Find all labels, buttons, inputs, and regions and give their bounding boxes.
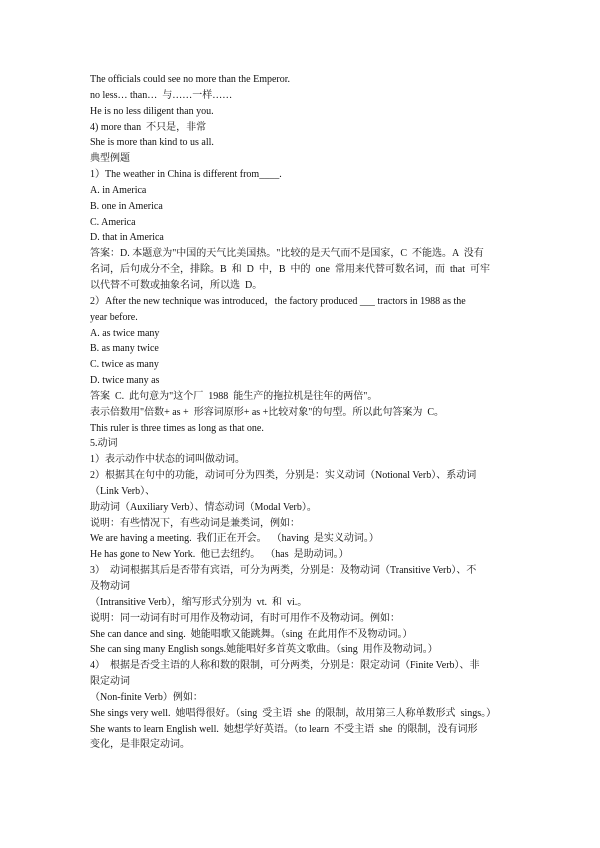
text-line: 4) more than 不只是，非常 [90, 121, 207, 133]
text-line: 变化，是非限定动词。 [90, 739, 190, 751]
answer-explanation: 表示倍数用"倍数+ as + 形容词原形+ as +比较对象"的句型。所以此句答案为 C。 [90, 406, 445, 418]
answer-option: C. America [90, 216, 136, 228]
text-line: （Non-finite Verb）例如： [90, 691, 203, 703]
text-line: 限定动词 [90, 676, 130, 688]
answer-explanation: 答案 C. 此句意为"这个厂 1988 能生产的拖拉机是往年的两倍"。 [90, 390, 378, 402]
text-line: 1）表示动作中状态的词叫做动词。 [90, 454, 245, 466]
text-line: 助动词（Auxiliary Verb）、情态动词（Modal Verb）。 [90, 501, 317, 513]
text-line: 说明：同一动词有时可用作及物动词，有时可用作不及物动词。例如： [90, 612, 400, 624]
section-heading: 5.动词 [90, 438, 118, 450]
text-line: no less… than… 与……一样…… [90, 89, 233, 101]
text-line: 3） 动词根据其后是否带有宾语，可分为两类，分别是：及物动词（Transitive Verb）、不 [90, 565, 477, 577]
answer-explanation: 答案：D. 本题意为"中国的天气比美国热。"比较的是天气而不是国家，C 不能选。A 没有 [90, 248, 484, 260]
example-sentence: This ruler is three times as long as that one. [90, 422, 264, 434]
question-text: 2）After the new technique was introduced，the factory produced ___ tractors in 1988 as the [90, 295, 466, 307]
text-line: 4） 根据是否受主语的人称和数的限制，可分两类，分别是：限定动词（Finite Verb）、非 [90, 660, 480, 672]
section-heading: 典型例题 [90, 153, 130, 165]
example-sentence: She sings very well. 她唱得很好。（sing 受主语 she 的限制，故用第三人称单数形式 sings。） [90, 707, 497, 719]
text-line: He is no less diligent than you. [90, 105, 214, 117]
example-sentence: We are having a meeting. 我们正在开会。 （having 是实义动词。） [90, 533, 379, 545]
answer-option: A. in America [90, 184, 147, 196]
text-line: She is more than kind to us all. [90, 137, 214, 149]
text-line: 及物动词 [90, 581, 130, 592]
text-line: （Link Verb）、 [90, 485, 156, 497]
answer-option: D. twice many as [90, 375, 160, 387]
text-line: （Intransitive Verb），缩写形式分别为 vt. 和 vi.。 [90, 596, 308, 608]
document-page [90, 72, 522, 753]
example-sentence: She can sing many English songs.她能唱好多首英文歌曲。（sing 用作及物动词。） [90, 644, 438, 656]
answer-option: B. as many twice [90, 343, 159, 355]
answer-explanation: 以代替不可数或抽象名词，所以选 D。 [90, 279, 263, 291]
answer-option: A. as twice many [90, 327, 160, 339]
text-line: 说明：有些情况下，有些动词是兼类词，例如： [90, 517, 300, 529]
example-sentence: He has gone to New York. 他已去纽约。 （has 是助动词。） [90, 549, 349, 561]
example-sentence: She wants to learn English well. 她想学好英语。（to learn 不受主语 she 的限制，没有词形 [90, 723, 478, 735]
answer-explanation: 名词，后句成分不全，排除。B 和 D 中，B 中的 one 常用来代替可数名词，而 that 可牢 [90, 264, 490, 276]
question-text: 1）The weather in China is different from____. [90, 169, 282, 181]
example-sentence: She can dance and sing. 她能唱歌又能跳舞。（sing 在此用作不及物动词。） [90, 628, 413, 640]
answer-option: C. twice as many [90, 359, 159, 371]
text-line: The officials could see no more than the Emperor. [90, 74, 291, 85]
answer-option: D. that in America [90, 232, 164, 244]
question-text: year before. [90, 311, 138, 323]
text-line: 2）根据其在句中的功能，动词可分为四类，分别是：实义动词（Notional Verb）、系动词 [90, 470, 477, 482]
answer-option: B. one in America [90, 200, 163, 212]
